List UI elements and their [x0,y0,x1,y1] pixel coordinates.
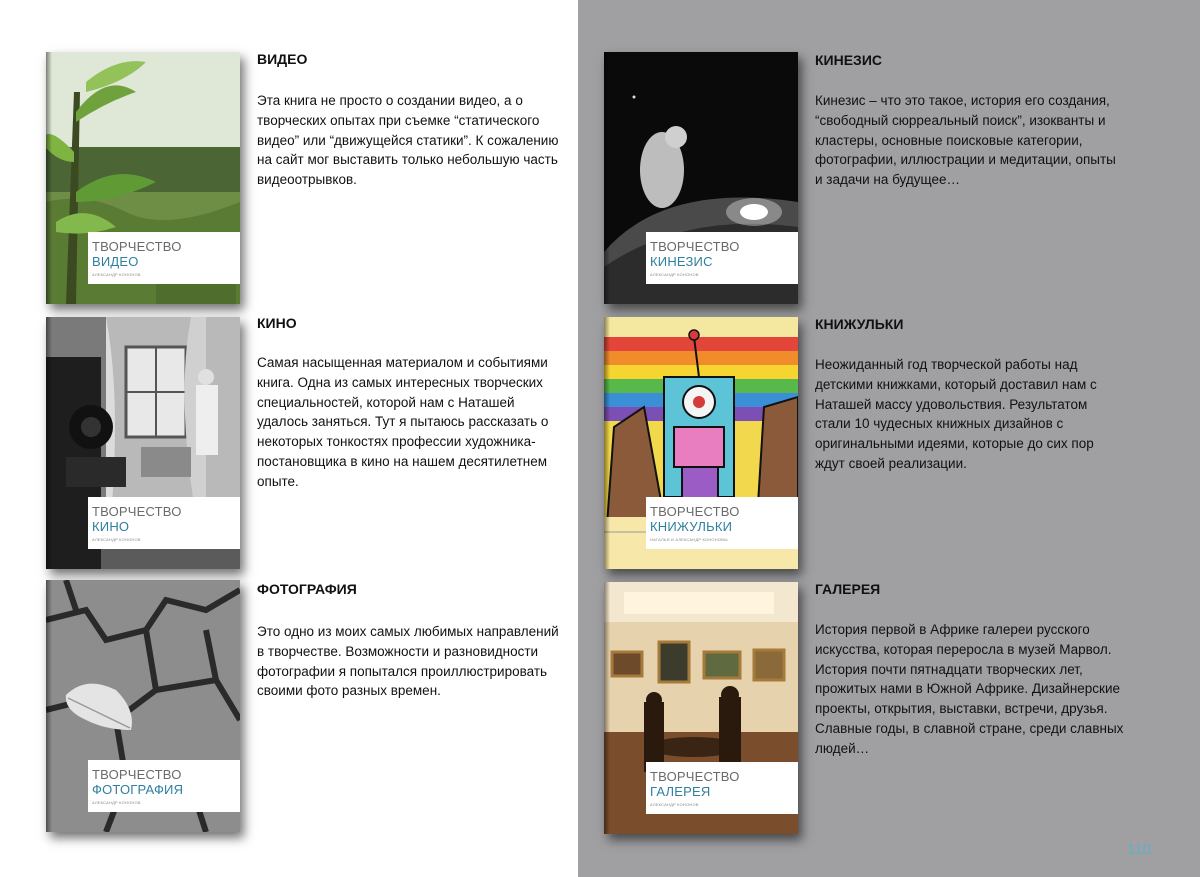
cover-series: ТВОРЧЕСТВО [650,239,740,254]
cover-name: КНИЖУЛЬКИ [650,519,733,534]
cover-label [88,232,240,284]
cover-spine [604,317,610,569]
book-desc-video: Эта книга не просто о создании видео, а о творческих опытах при съемке “статического видео” или “движущейся статики”. К сожалению на сайт мог выставить только небольшую часть видеоотрывков. [257,93,559,188]
cover-spine [604,52,610,304]
cover-kinezis[interactable] [604,52,798,304]
cover-series: ТВОРЧЕСТВО [92,767,182,782]
page-number: 110 [1127,841,1151,858]
cover-author: АЛЕКСАНДР КОНОНОВ [650,272,699,277]
cover-author: НАТАЛЬЯ И АЛЕКСАНДР КОНОНОВЫ [650,537,728,542]
book-title-knizhulki: КНИЖУЛЬКИ [815,316,904,332]
cover-spine [46,52,52,304]
cover-name: ФОТОГРАФИЯ [92,782,184,797]
cover-name: ВИДЕО [92,254,139,269]
book-desc-kinezis: Кинезис – что это такое, история его создания, “свободный сюрреальный поиск”, изокванты и кластеры, основные поисковые категории, фотографии, иллюстрации и медитации, опыты и задачи на будущее… [815,93,1116,188]
book-title-galereya: ГАЛЕРЕЯ [815,581,881,597]
cover-author: АЛЕКСАНДР КОНОНОВ [92,537,141,542]
book-desc-knizhulki: Неожиданный год творческой работы над детскими книжками, который доставил нам с Наташей массу удовольствия. Результатом стали 10 чудесных книжных дизайнов с оригинальными идеями, которые до сих пор ждут своей реализации. [815,357,1097,471]
cover-label [646,497,798,549]
cover-series: ТВОРЧЕСТВО [92,504,182,519]
cover-author: АЛЕКСАНДР КОНОНОВ [92,800,141,805]
book-title-video: ВИДЕО [257,51,308,67]
cover-author: АЛЕКСАНДР КОНОНОВ [92,272,141,277]
book-title-kinezis: КИНЕЗИС [815,52,882,68]
cover-label [646,232,798,284]
cover-name: КИНО [92,519,130,534]
book-title-foto: ФОТОГРАФИЯ [257,581,357,597]
cover-knizhulki[interactable] [604,317,798,569]
cover-spine [46,580,52,832]
cover-label [88,760,240,812]
cover-spine [46,317,52,569]
cover-series: ТВОРЧЕСТВО [92,239,182,254]
book-title-kino: КИНО [257,315,297,331]
cover-name: КИНЕЗИС [650,254,713,269]
cover-label [646,762,798,814]
cover-kino[interactable] [46,317,240,569]
cover-spine [604,582,610,834]
cover-series: ТВОРЧЕСТВО [650,769,740,784]
cover-galereya[interactable] [604,582,798,834]
cover-author: АЛЕКСАНДР КОНОНОВ [650,802,699,807]
cover-name: ГАЛЕРЕЯ [650,784,711,799]
cover-label [88,497,240,549]
cover-foto[interactable] [46,580,240,832]
cover-video[interactable] [46,52,240,304]
book-desc-kino: Самая насыщенная материалом и событиями книга. Одна из самых интересных творческих специальностей, которой нам с Наташей удалось заняться. Тут я пытаюсь рассказать о некоторых тонкостях профессии художника-постановщика в кино на нашем десятилетнем опыте. [257,355,549,489]
book-desc-galereya: История первой в Африке галереи русского искусства, которая переросла в музей Марвол. История почти пятнадцати творческих лет, прожитых нами в Южной Африке. Дизайнерские проекты, открытия, выставки, встречи, друзья. Славные годы, в славной стране, среди славных людей… [815,622,1124,756]
book-desc-foto: Это одно из моих самых любимых направлений в творчестве. Возможности и разновидности фотографии я попытался проиллюстрировать своими фото разных времен. [257,624,559,699]
cover-series: ТВОРЧЕСТВО [650,504,740,519]
